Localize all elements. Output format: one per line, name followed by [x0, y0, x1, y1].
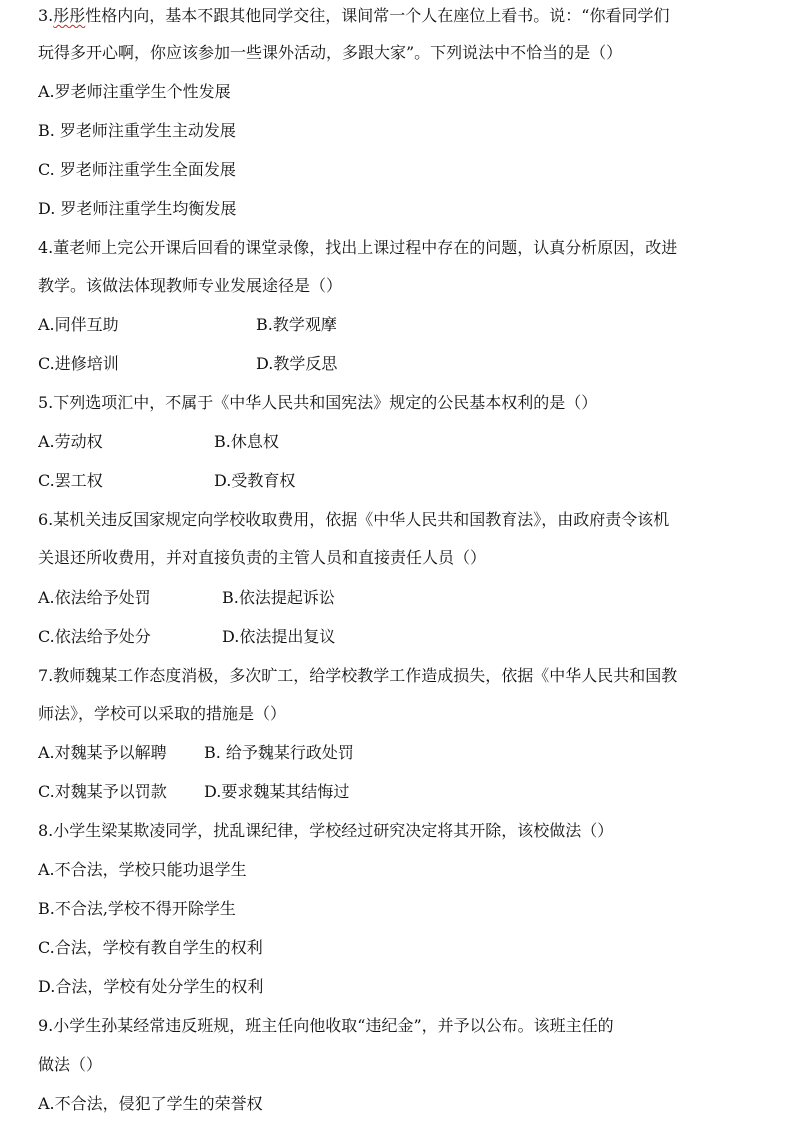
question-7-option-d: D.要求魏某其结悔过 [204, 782, 350, 801]
question-5-option-a: A.劳动权 [38, 432, 103, 451]
question-text: 性格内向，基本不跟其他同学交往，课间常一个人在座位上看书。说：“你看同学们 [85, 6, 670, 25]
question-6-stem-line-2: 关退还所收费用，并对直接负责的主管人员和直接责任人员（） [38, 548, 487, 567]
question-3-option-a: A.罗老师注重学生个性发展 [38, 82, 231, 101]
question-6-option-d: D.依法提出复议 [222, 627, 336, 646]
question-7-stem-line-2: 师法》，学校可以采取的措施是（） [38, 704, 287, 723]
question-3-stem-line-2: 玩得多开心啊，你应该参加一些课外活动，多跟大家”。下列说法中不恰当的是（） [38, 43, 623, 62]
question-3-stem-line-1 [38, 6, 778, 28]
question-4-stem-line-1: 4.董老师上完公开课后回看的课堂录像，找出上课过程中存在的问题，认真分析原因，改进 [38, 238, 678, 257]
question-8-option-d: D.合法，学校有处分学生的权利 [38, 977, 264, 996]
question-4-option-d: D.教学反思 [256, 354, 338, 373]
question-8-stem-line-1: 8.小学生梁某欺凌同学，扰乱课纪律，学校经过研究决定将其开除，该校做法（） [38, 821, 614, 840]
question-3-option-d: D. 罗老师注重学生均衡发展 [38, 199, 237, 218]
question-5-stem-line-1: 5.下列选项汇中，不属于《中华人民共和国宪法》规定的公民基本权利的是（） [38, 393, 598, 412]
question-9-option-a: A.不合法，侵犯了学生的荣誉权 [38, 1094, 263, 1113]
question-7-stem-line-1: 7.教师魏某工作态度消极，多次旷工，给学校教学工作造成损失，依据《中华人民共和国教 [38, 666, 678, 685]
question-4-stem-line-2: 教学。该做法体现教师专业发展途径是（） [38, 276, 343, 295]
spellcheck-flagged-word: 彤彤 [53, 6, 86, 25]
question-7-options-row-1 [38, 743, 778, 765]
question-7-option-b: B. 给予魏某行政处罚 [204, 743, 354, 762]
question-5-option-b: B.休息权 [214, 432, 279, 451]
question-8-option-c: C.合法，学校有教自学生的权利 [38, 938, 263, 957]
question-5-option-c: C.罢工权 [38, 471, 103, 490]
question-6-option-b: B.依法提起诉讼 [222, 588, 335, 607]
question-6-option-c: C.依法给予处分 [38, 627, 151, 646]
question-5-options-row-1 [38, 432, 778, 454]
question-7-options-row-2 [38, 782, 778, 804]
question-8-option-b: B.不合法,学校不得开除学生 [38, 899, 236, 918]
question-6-options-row-1 [38, 588, 778, 610]
question-4-options-row-1 [38, 315, 778, 337]
question-5-option-d: D.受教育权 [214, 471, 296, 490]
question-number: 3. [38, 6, 54, 25]
question-7-option-a: A.对魏某予以解聘 [38, 743, 167, 762]
question-7-option-c: C.对魏某予以罚款 [38, 782, 167, 801]
question-4-option-c: C.进修培训 [38, 354, 119, 373]
question-9-stem-line-2: 做法（） [38, 1055, 103, 1074]
question-8-option-a: A.不合法，学校只能功退学生 [38, 860, 247, 879]
question-4-option-b: B.教学观摩 [256, 315, 337, 334]
question-4-options-row-2 [38, 354, 778, 376]
question-5-options-row-2 [38, 471, 778, 493]
question-6-stem-line-1: 6.某机关违反国家规定向学校收取费用，依据《中华人民共和国教育法》，由政府责令该机 [38, 510, 670, 529]
question-3-option-c: C. 罗老师注重学生全面发展 [38, 160, 236, 179]
question-4-option-a: A.同伴互助 [38, 315, 119, 334]
question-3-option-b: B. 罗老师注重学生主动发展 [38, 121, 236, 140]
question-6-option-a: A.依法给予处罚 [38, 588, 151, 607]
question-9-stem-line-1: 9.小学生孙某经常违反班规，班主任向他收取“违纪金”，并予以公布。该班主任的 [38, 1016, 614, 1035]
question-6-options-row-2 [38, 627, 778, 649]
